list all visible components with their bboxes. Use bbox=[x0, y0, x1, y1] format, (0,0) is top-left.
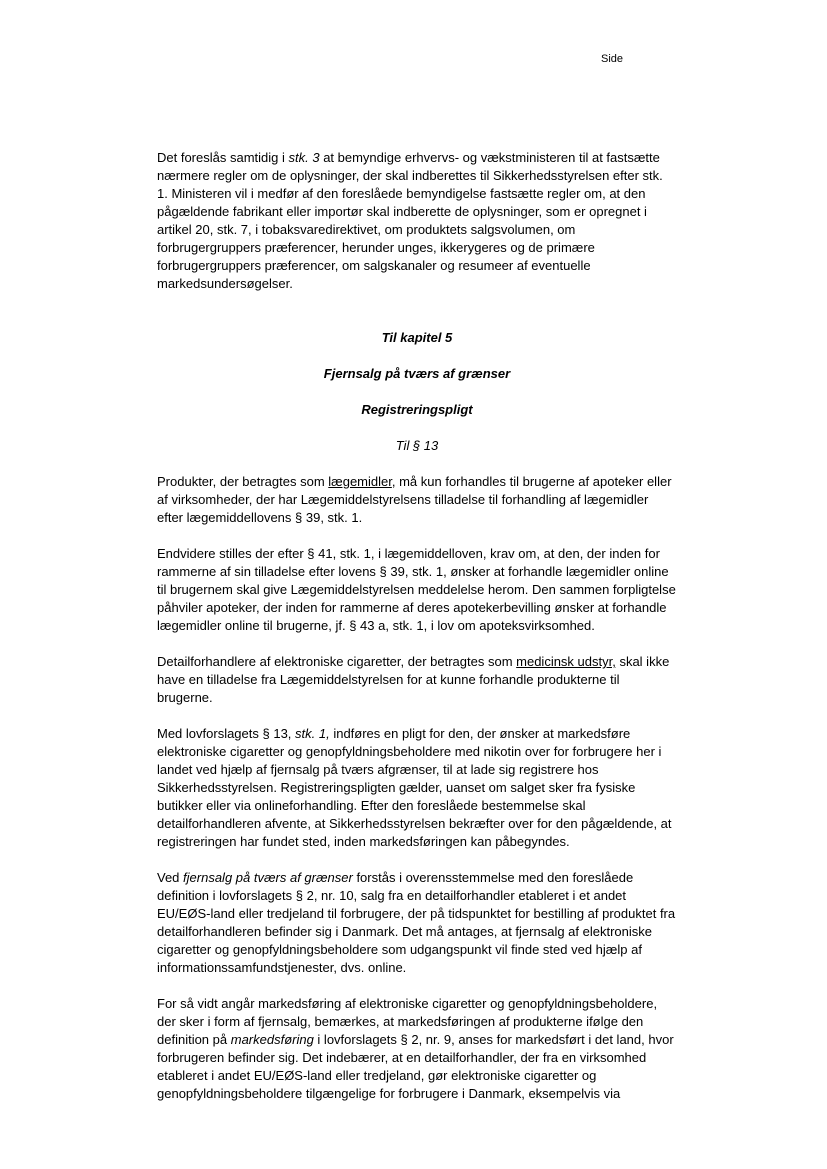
chapter-title: Fjernsalg på tværs af grænser bbox=[323, 366, 511, 381]
paragraph-medicinsk-udstyr: Detailforhandlere af elektroniske cigaretter, der betragtes som medicinsk udstyr, skal ikke have en tilladelse fra Lægemiddelstyrelsen for at kunne forhandle produkterne til brugerne. bbox=[157, 654, 670, 705]
paragraph-registreringspligt: Med lovforslagets § 13, stk. 1, indføres en pligt for den, der ønsker at markedsføre elektroniske cigaretter og genopfyldningsbeholdere med nikotin over for forbrugere her i landet ved hjælp af fjernsalg på tværs afgrænser, til at lade sig registrere hos Sikkerhedsstyrelsen. Registreringspligten gælder, uanset om salget sker fra fysiske butikker eller via onlineforhandling. Efter den foreslåede bestemmelse skal detailforhandleren afvente, at Sikkerhedsstyrelsen bekræfter over for den pågældende, at registreringen har fundet sted, inden markedsføringen kan påbegyndes. bbox=[157, 726, 672, 849]
section-subheading: Registreringspligt bbox=[361, 402, 473, 417]
paragraph-markedsfoering: For så vidt angår markedsføring af elektroniske cigaretter og genopfyldningsbeholdere, der sker i form af fjernsalg, bemærkes, at markedsføringen af produkterne ifølge den definition på markedsføring i lovforslagets § 2, nr. 9, anses for markedsført i det land, hvor forbrugeren befinder sig. Det indebærer, at en detailforhandler, der fra en virksomhed etableret i andet EU/EØS-land eller tredjeland, gør elektroniske cigaretter og genopfyldningsbeholdere tilgængelige for forbrugere i Danmark, eksempelvis via bbox=[157, 996, 674, 1101]
paragraph-online-forhandling: Endvidere stilles der efter § 41, stk. 1, i lægemiddelloven, krav om, at den, der inden for rammerne af sin tilladelse efter lovens § 39, stk. 1, ønsker at forhandle lægemidler online til brugernem skal give Lægemiddelstyrelsen meddelelse herom. Den sammen forpligtelse påhviler apoteker, der inden for rammerne af deres apotekerbevilling ønsker at forhandle lægemidler online til brugerne, jf. § 43 a, stk. 1, i lov om apoteksvirksomhed. bbox=[157, 546, 676, 633]
paragraph-intro: Det foreslås samtidig i stk. 3 at bemyndige erhvervs- og vækstministeren til at fastsætte nærmere regler om de oplysninger, der skal indberettes til Sikkerhedsstyrelsen efter stk. 1. Ministeren vil i medfør af den foreslåede bemyndigelse fastsætte regler om, at den pågældende fabrikant eller importør skal indberette de oplysninger, som er opregnet i artikel 20, stk. 7, i tobaksvaredirektivet, om produktets salgsvolumen, om forbrugergruppers præferencer, herunder unges, ikkerygeres og de primære forbrugergruppers præferencer, om salgskanaler og resumeer af eventuelle markedsundersøgelser. bbox=[157, 150, 663, 291]
section-number: Til § 13 bbox=[395, 438, 439, 453]
paragraph-fjernsalg-definition: Ved fjernsalg på tværs af grænser forstås i overensstemmelse med den foreslåede definition i lovforslagets § 2, nr. 10, salg fra en detailforhandler etableret i et andet EU/EØS-land eller tredjeland til forbrugere, der på tidspunktet for bestilling af produktet fra detailforhandleren befinder sig i Danmark. Det må antages, at fjernsalg af elektroniske cigaretter og genopfyldningsbeholdere som udgangspunkt vil finde sted ved hjælp af informationssamfundstjenester, dvs. online. bbox=[157, 870, 676, 975]
document-body bbox=[157, 149, 677, 1121]
chapter-heading: Til kapitel 5 bbox=[381, 330, 453, 345]
page-label: Side bbox=[601, 53, 624, 65]
paragraph-laegemidler: Produkter, der betragtes som lægemidler, må kun forhandles til brugerne af apoteker eller af virksomheder, der har Lægemiddelstyrelsens tilladelse til forhandling af lægemidler efter lægemiddellovens § 39, stk. 1. bbox=[157, 474, 672, 525]
